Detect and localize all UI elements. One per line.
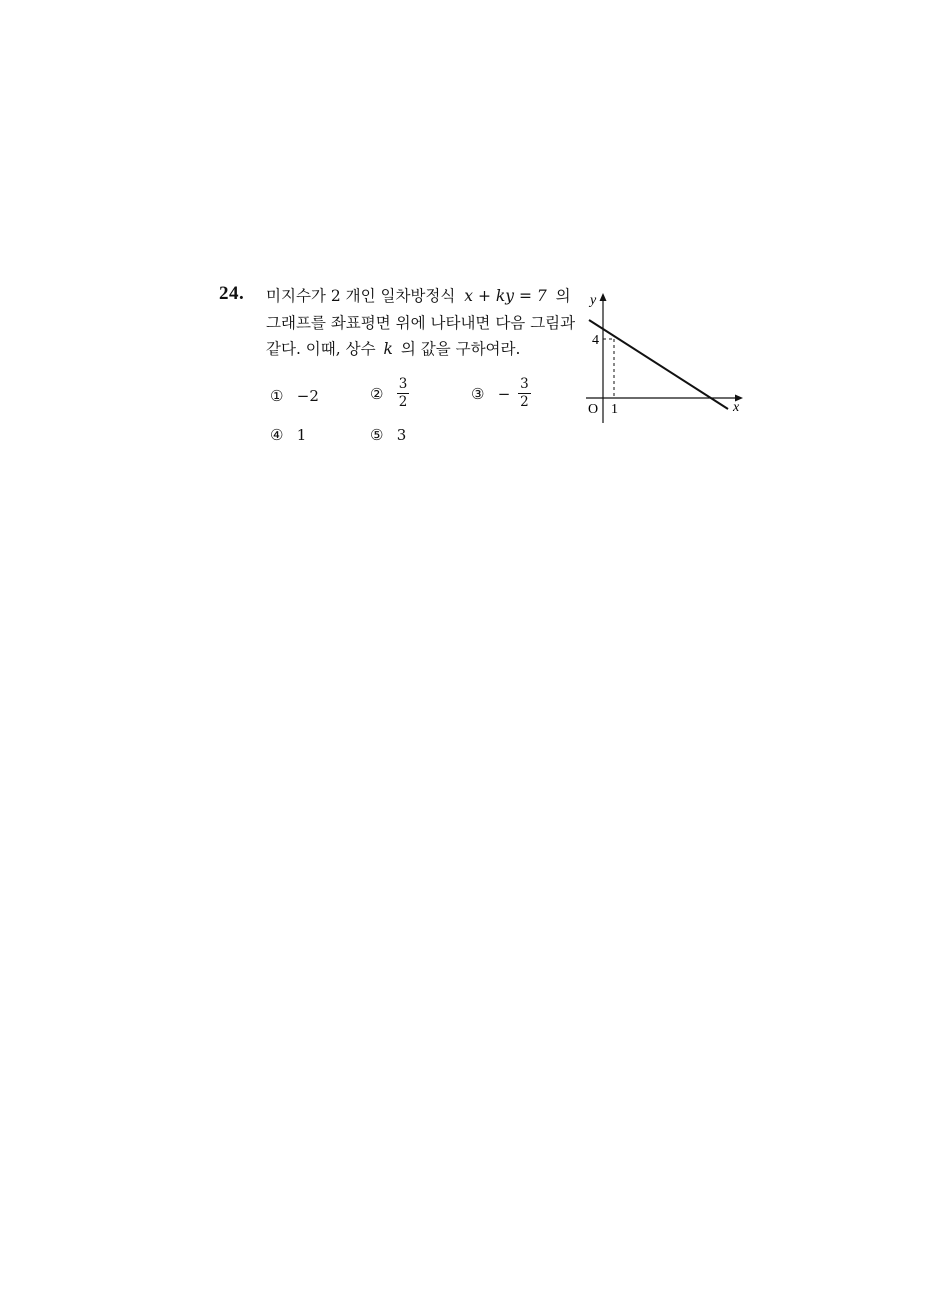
- choice-mark: ④: [270, 426, 284, 444]
- choice-value: 3: [396, 426, 407, 444]
- fraction-numerator: 3: [398, 376, 408, 392]
- x-axis-label: x: [733, 400, 740, 415]
- y-axis-arrow-icon: [600, 293, 607, 301]
- question-text: 미지수가 2 개인 일차방정식: [266, 287, 456, 305]
- choice-4[interactable]: [270, 426, 306, 444]
- coordinate-graph: [580, 288, 755, 428]
- choice-mark: ⑤: [370, 426, 384, 444]
- origin-label: O: [588, 402, 599, 417]
- y-tick-label: 4: [592, 333, 599, 348]
- question-line-2: [266, 313, 575, 333]
- question-text: 의: [555, 287, 571, 305]
- fraction: [518, 377, 531, 410]
- question-line-1: [266, 286, 571, 306]
- fraction-denominator: 2: [398, 394, 408, 410]
- choice-1[interactable]: [270, 387, 319, 405]
- question-text: 그래프를 좌표평면 위에 나타내면 다음 그림과: [266, 314, 576, 332]
- y-axis-label: y: [590, 293, 597, 308]
- question-text: 의 값을 구하여라.: [400, 340, 521, 358]
- choice-mark: ②: [370, 384, 384, 403]
- question-text: 같다. 이때, 상수: [266, 340, 376, 358]
- choice-5[interactable]: [370, 426, 406, 444]
- equation: x + ky = 7: [464, 287, 547, 305]
- fraction: [397, 377, 410, 410]
- constant-k: k: [383, 340, 393, 358]
- graph-line: [589, 320, 728, 409]
- choice-2[interactable]: [370, 377, 409, 410]
- question-number: 24.: [219, 283, 245, 304]
- choice-value: −2: [296, 387, 319, 405]
- x-tick-label: 1: [611, 402, 618, 417]
- choice-mark: ①: [270, 387, 284, 405]
- negative-sign: −: [497, 384, 511, 403]
- choice-value: 1: [296, 426, 307, 444]
- fraction-numerator: 3: [520, 376, 529, 392]
- choice-mark: ③: [471, 384, 485, 403]
- fraction-denominator: 2: [520, 394, 529, 410]
- choice-3[interactable]: [471, 377, 531, 410]
- question-line-3: [266, 339, 520, 359]
